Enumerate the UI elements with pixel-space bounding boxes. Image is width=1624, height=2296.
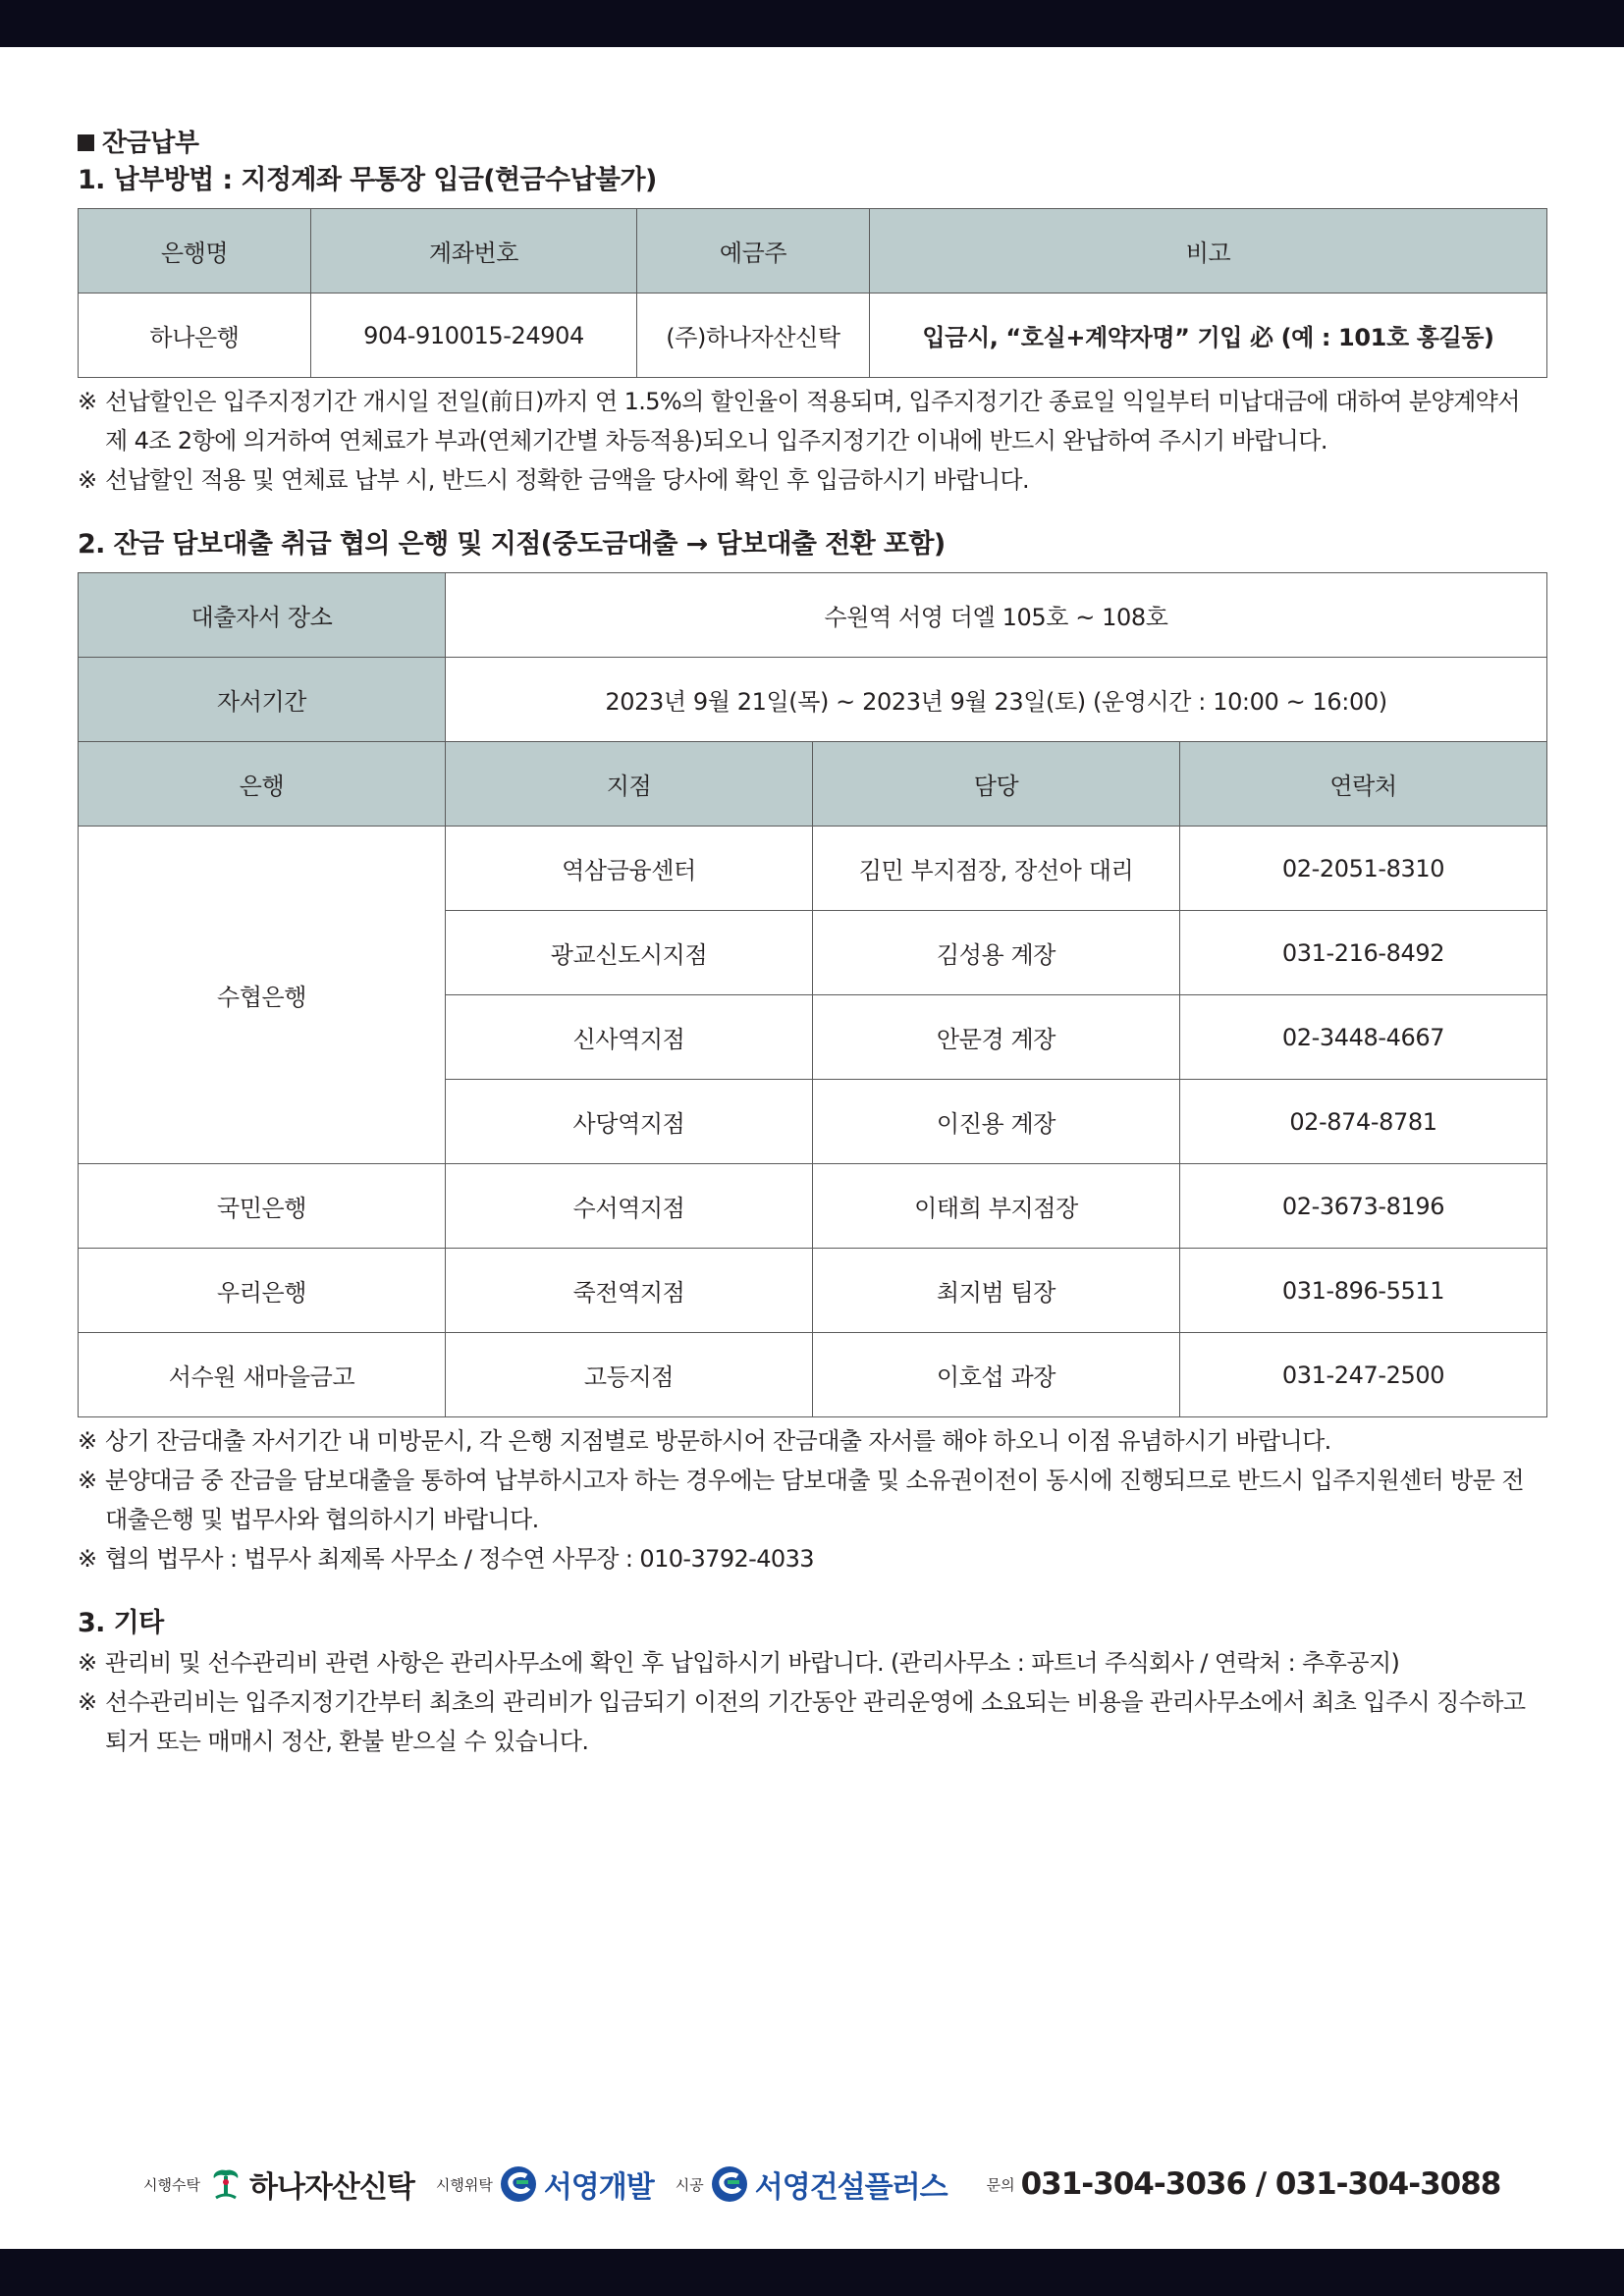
contact: 02-3673-8196	[1180, 1164, 1547, 1249]
table-row	[79, 658, 1547, 742]
header-account-number: 계좌번호	[311, 209, 637, 294]
bank-name: 국민은행	[79, 1164, 446, 1249]
table-row	[79, 294, 1547, 378]
table-row	[79, 1249, 1547, 1333]
note-text: 선납할인 적용 및 연체료 납부 시, 반드시 정확한 금액을 당사에 확인 후 입금하시기 바랍니다.	[105, 466, 1030, 494]
header-bank-name: 은행명	[79, 209, 311, 294]
note-item	[78, 1539, 1546, 1578]
note-mark: ※	[78, 388, 97, 415]
table-row	[79, 827, 1547, 911]
seoyoung-logo-icon	[499, 2164, 538, 2204]
note-item	[78, 460, 1546, 500]
contact: 02-874-8781	[1180, 1080, 1547, 1164]
branch: 고등지점	[446, 1333, 813, 1417]
loan-bank-table	[78, 572, 1547, 1417]
note-mark: ※	[78, 466, 97, 494]
note-mark: ※	[78, 1467, 97, 1494]
note-item	[78, 1643, 1546, 1682]
bottom-bar	[0, 2249, 1624, 2296]
branch: 죽전역지점	[446, 1249, 813, 1333]
period-value: 2023년 9월 21일(목) ~ 2023년 9월 23일(토) (운영시간 : 10:00 ~ 16:00)	[446, 658, 1547, 742]
manager: 이진용 계장	[813, 1080, 1180, 1164]
account-number: 904-910015-24904	[311, 294, 637, 378]
note-item	[78, 1421, 1546, 1461]
note-item	[78, 1461, 1546, 1539]
seoyoung-logo-icon	[710, 2164, 749, 2204]
table-header-row	[79, 742, 1547, 827]
manager: 이호섭 과장	[813, 1333, 1180, 1417]
table-row	[79, 1164, 1547, 1249]
table-row	[79, 1333, 1547, 1417]
bank-name: 서수원 새마을금고	[79, 1333, 446, 1417]
hana-trust-logo	[206, 2163, 414, 2206]
trustee-name: 하나자산신탁	[248, 2170, 414, 2205]
note-mark: ※	[78, 1649, 97, 1677]
note-text: 선납할인은 입주지정기간 개시일 전일(前日)까지 연 1.5%의 할인율이 적용되며, 입주지정기간 종료일 익일부터 미납대금에 대하여 분양계약서 제 4조 2항에 의거하여 연체료가 부과(연체기간별 차등적용)되오니 입주지정기간 이내에 반드시 완납하여 주시기 바랍니다.	[105, 388, 1520, 454]
contact: 02-2051-8310	[1180, 827, 1547, 911]
branch: 수서역지점	[446, 1164, 813, 1249]
header-branch: 지점	[446, 742, 813, 827]
place-value: 수원역 서영 더엘 105호 ~ 108호	[446, 573, 1547, 658]
contact: 02-3448-4667	[1180, 995, 1547, 1080]
document-content	[78, 126, 1546, 1761]
contact-label: 문의	[986, 2175, 1015, 2194]
header-contact: 연락처	[1180, 742, 1547, 827]
bank-name: 하나은행	[79, 294, 311, 378]
part2-notes	[78, 1421, 1546, 1578]
hana-logo-icon	[206, 2164, 245, 2204]
branch: 사당역지점	[446, 1080, 813, 1164]
trustee-label: 시행수탁	[143, 2175, 200, 2194]
bank-name: 수협은행	[79, 827, 446, 1164]
branch: 역삼금융센터	[446, 827, 813, 911]
branch: 신사역지점	[446, 995, 813, 1080]
note-mark: ※	[78, 1688, 97, 1716]
part3-notes	[78, 1643, 1546, 1761]
note-text: 관리비 및 선수관리비 관련 사항은 관리사무소에 확인 후 납입하시기 바랍니다. (관리사무소 : 파트너 주식회사 / 연락처 : 추후공지)	[105, 1649, 1400, 1677]
account-table	[78, 208, 1547, 378]
period-label: 자서기간	[79, 658, 446, 742]
manager: 김민 부지점장, 장선아 대리	[813, 827, 1180, 911]
top-bar	[0, 0, 1624, 47]
manager: 안문경 계장	[813, 995, 1180, 1080]
note-mark: ※	[78, 1545, 97, 1573]
developer-name: 서영개발	[543, 2170, 654, 2205]
place-label: 대출자서 장소	[79, 573, 446, 658]
note-mark: ※	[78, 1427, 97, 1455]
manager: 이태희 부지점장	[813, 1164, 1180, 1249]
seoyoung-construction-logo	[710, 2163, 947, 2206]
header-account-holder: 예금주	[637, 209, 870, 294]
contact: 031-247-2500	[1180, 1333, 1547, 1417]
builder-name: 서영건설플러스	[754, 2170, 947, 2205]
manager: 김성용 계장	[813, 911, 1180, 995]
manager: 최지범 팀장	[813, 1249, 1180, 1333]
contact: 031-216-8492	[1180, 911, 1547, 995]
part3-heading: 3. 기타	[78, 1608, 164, 1638]
remarks: 입금시, “호실+계약자명” 기입 必 (예 : 101호 홍길동)	[870, 294, 1547, 378]
note-text: 분양대금 중 잔금을 담보대출을 통하여 납부하시고자 하는 경우에는 담보대출 및 소유권이전이 동시에 진행되므로 반드시 입주지원센터 방문 전 대출은행 및 법무사와 협의하시기 바랍니다.	[105, 1467, 1524, 1533]
contact-numbers: 031-304-3036 / 031-304-3088	[1020, 2166, 1501, 2202]
header-bank: 은행	[79, 742, 446, 827]
note-item	[78, 1682, 1546, 1761]
part2-heading: 2. 잔금 담보대출 취급 협의 은행 및 지점(중도금대출 → 담보대출 전환 포함)	[78, 529, 946, 560]
note-item	[78, 382, 1546, 460]
builder-label: 시공	[675, 2175, 704, 2194]
account-holder: (주)하나자산신탁	[637, 294, 870, 378]
branch: 광교신도시지점	[446, 911, 813, 995]
section-heading	[78, 126, 1546, 161]
part1-heading: 1. 납부방법 : 지정계좌 무통장 입금(현금수납불가)	[78, 165, 657, 195]
square-bullet-icon	[78, 134, 94, 151]
contact: 031-896-5511	[1180, 1249, 1547, 1333]
developer-label: 시행위탁	[435, 2175, 493, 2194]
section-title: 잔금납부	[102, 129, 199, 158]
seoyoung-dev-logo	[499, 2163, 654, 2206]
header-remarks: 비고	[870, 209, 1547, 294]
header-manager: 담당	[813, 742, 1180, 827]
note-text: 상기 잔금대출 자서기간 내 미방문시, 각 은행 지점별로 방문하시어 잔금대출 자서를 해야 하오니 이점 유념하시기 바랍니다.	[105, 1427, 1331, 1455]
table-row	[79, 573, 1547, 658]
note-text: 협의 법무사 : 법무사 최제록 사무소 / 정수연 사무장 : 010-3792-4033	[105, 1545, 814, 1573]
note-text: 선수관리비는 입주지정기간부터 최초의 관리비가 입금되기 이전의 기간동안 관리운영에 소요되는 비용을 관리사무소에서 최초 입주시 징수하고 퇴거 또는 매매시 정산, 환불 받으실 수 있습니다.	[105, 1688, 1526, 1755]
table-header-row	[79, 209, 1547, 294]
footer	[143, 2160, 1500, 2209]
bank-name: 우리은행	[79, 1249, 446, 1333]
part1-notes	[78, 382, 1546, 500]
